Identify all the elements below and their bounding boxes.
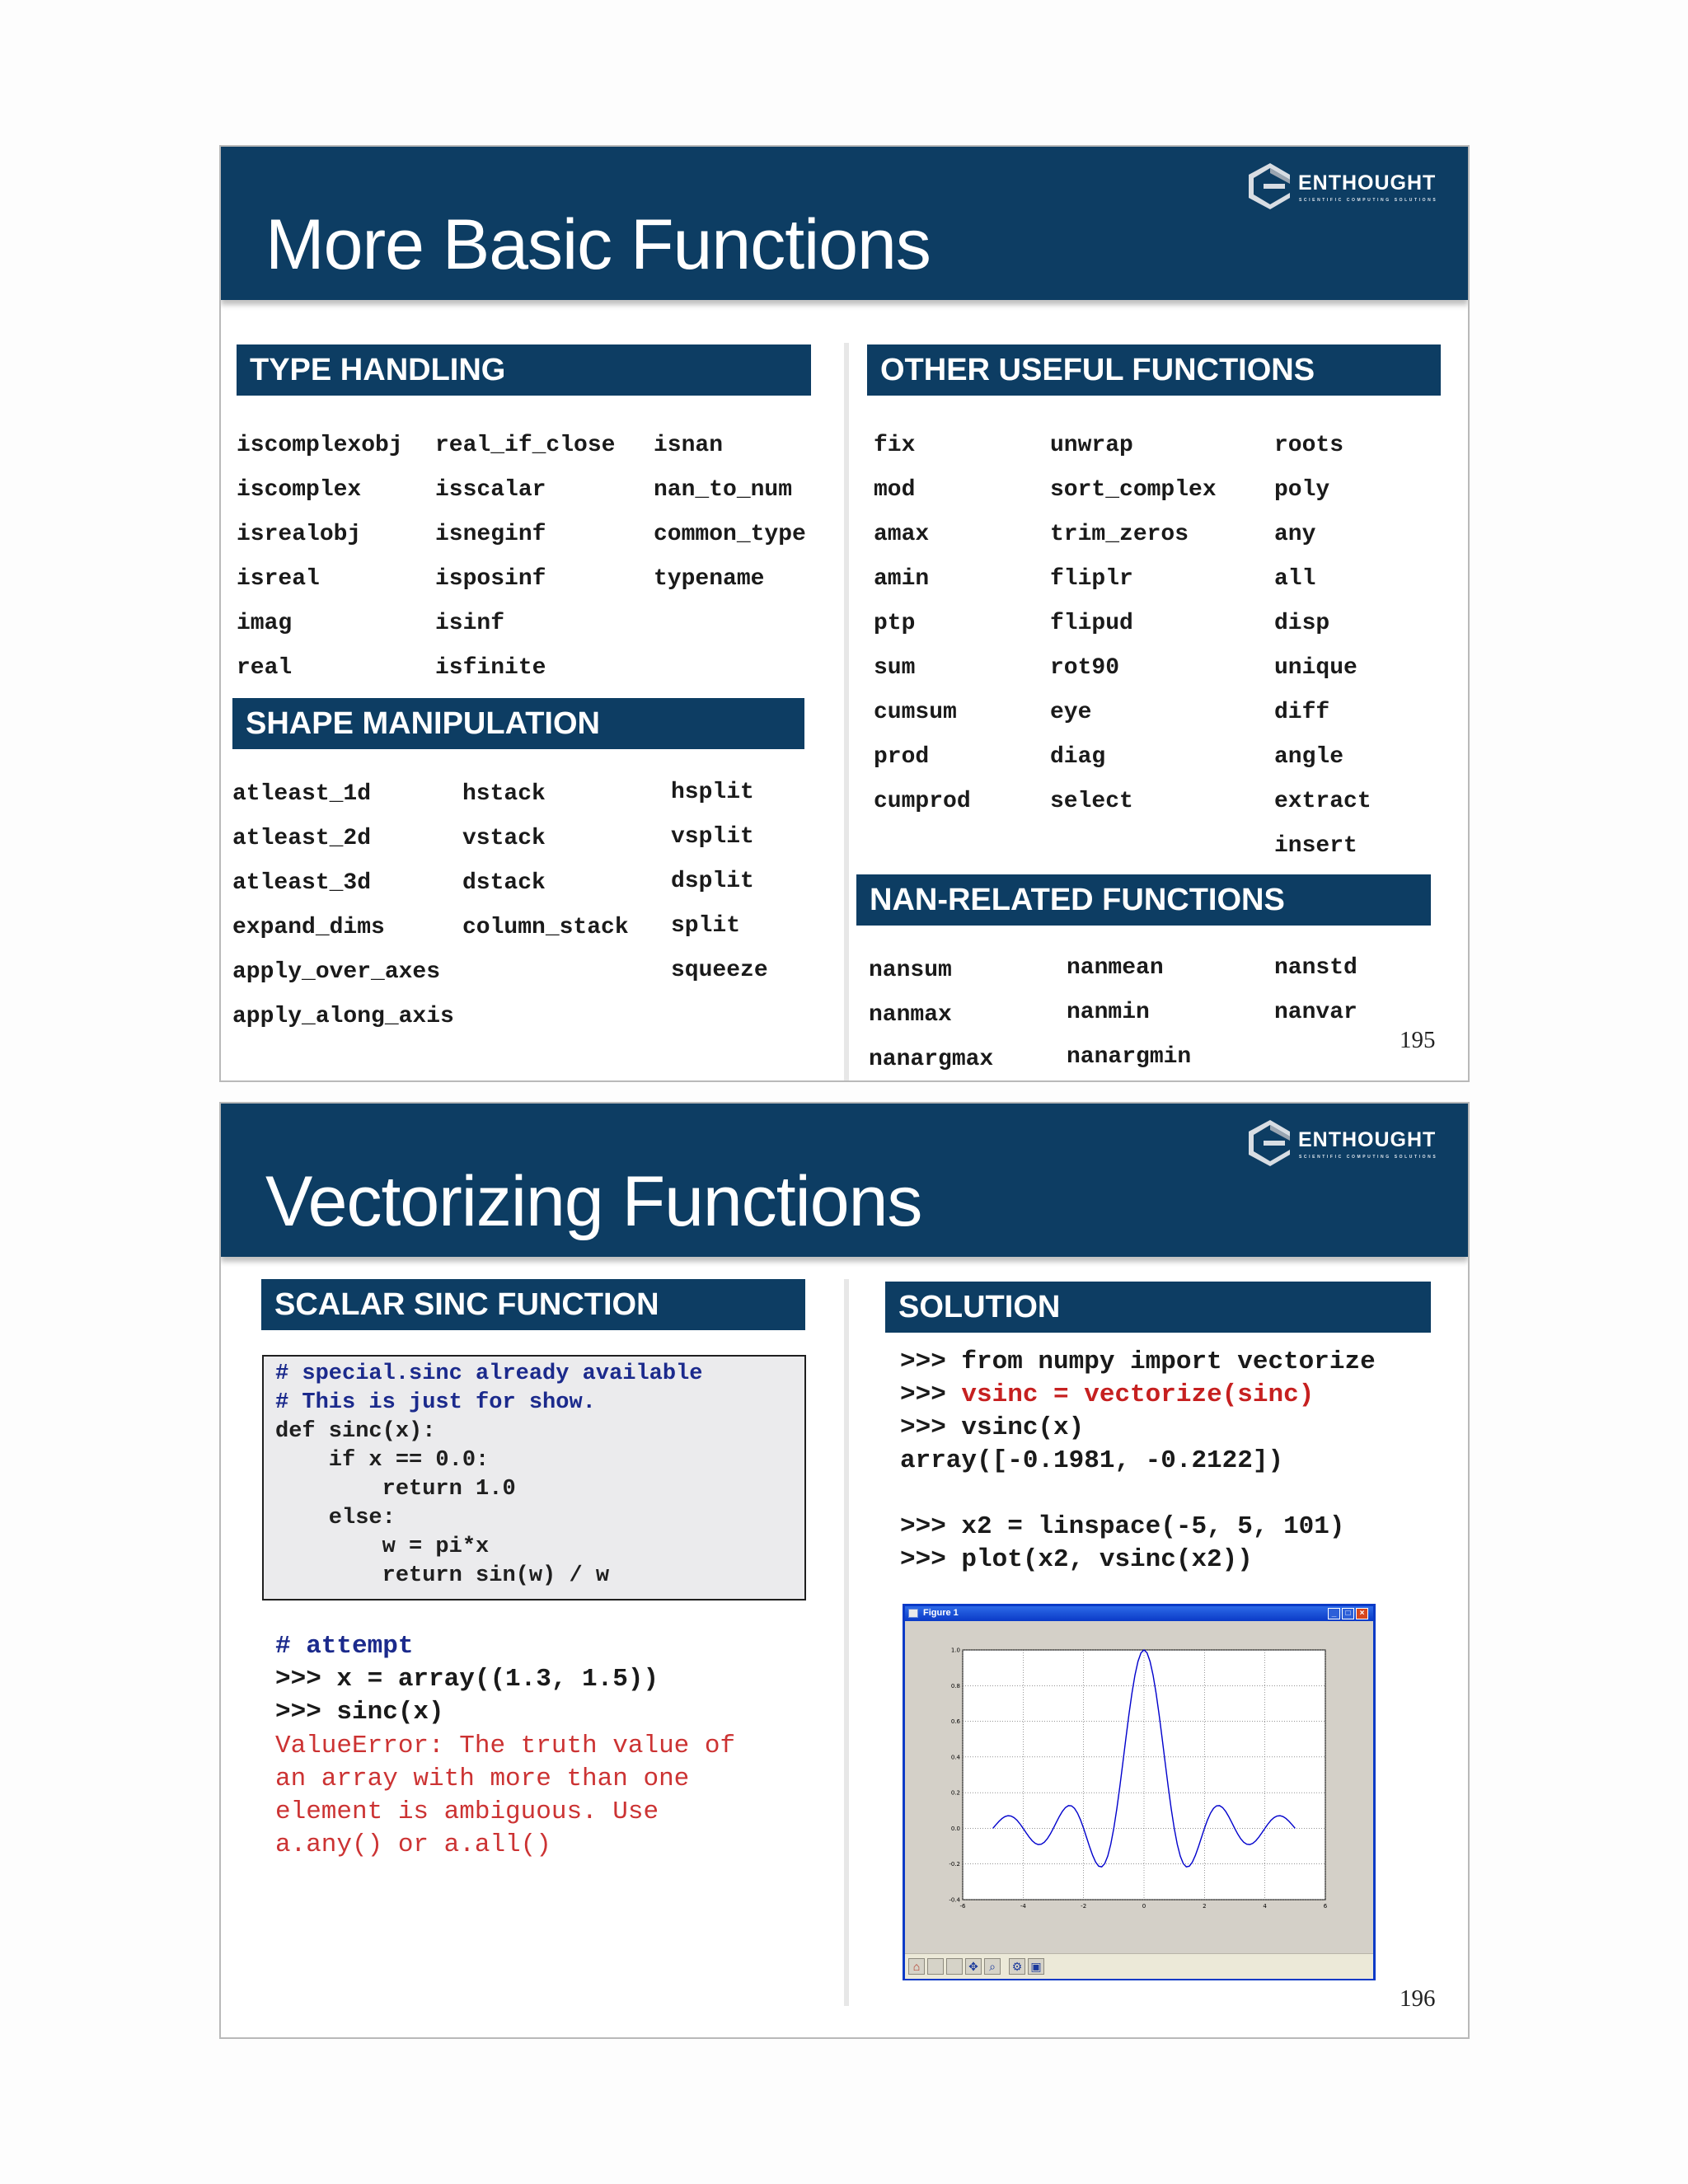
function-name: rot90 <box>1050 655 1120 681</box>
function-name: vstack <box>462 826 546 851</box>
solution-heading: SOLUTION <box>885 1282 1431 1333</box>
y-tick-label: -0.4 <box>949 1896 960 1904</box>
function-name: apply_over_axes <box>232 959 441 985</box>
function-name: prod <box>874 744 930 770</box>
function-name: flipud <box>1050 611 1133 636</box>
function-name: iscomplex <box>237 477 362 503</box>
back-icon[interactable] <box>927 1958 944 1975</box>
function-name: typename <box>654 566 765 592</box>
figure-titlebar[interactable] <box>905 1606 1373 1621</box>
enthought-logo-icon <box>1247 162 1293 211</box>
function-name: dstack <box>462 870 546 896</box>
function-name: nanargmin <box>1067 1044 1192 1070</box>
function-name: nanargmax <box>869 1047 994 1072</box>
code-line: w = pi*x <box>275 1535 490 1559</box>
slide-title: Vectorizing Functions <box>265 1162 922 1241</box>
function-name: dsplit <box>671 869 754 894</box>
nan-related-col1 <box>869 949 993 1082</box>
function-name: atleast_3d <box>232 870 372 896</box>
function-name: diag <box>1050 744 1106 770</box>
x-tick-label: -2 <box>1081 1903 1087 1910</box>
save-icon[interactable]: ▣ <box>1028 1958 1044 1975</box>
prompt: >>> <box>900 1380 962 1409</box>
sinc-plot <box>905 1621 1373 1953</box>
function-name: unwrap <box>1050 433 1133 458</box>
enthought-logo <box>1247 162 1453 211</box>
function-name: isnan <box>654 433 724 458</box>
forward-icon[interactable] <box>946 1958 963 1975</box>
function-name: nanvar <box>1274 1000 1357 1025</box>
function-name: amax <box>874 522 930 547</box>
function-name: trim_zeros <box>1050 522 1189 547</box>
error-line: ValueError: The truth value of <box>275 1732 736 1760</box>
function-name: nanmax <box>869 1002 952 1028</box>
code-line: # special.sinc already available <box>275 1361 703 1386</box>
pan-icon[interactable]: ✥ <box>965 1958 982 1975</box>
column-divider <box>844 343 849 1082</box>
error-line: element is ambiguous. Use <box>275 1797 659 1826</box>
figure-window <box>903 1604 1376 1980</box>
enthought-logo <box>1247 1118 1453 1168</box>
y-tick-label: 0.2 <box>950 1789 960 1797</box>
zoom-icon[interactable]: ⌕ <box>984 1958 1001 1975</box>
x-tick-label: -6 <box>959 1903 966 1910</box>
function-name: isposinf <box>435 566 546 592</box>
other-useful-col3 <box>1274 424 1372 869</box>
function-name: cumsum <box>874 700 957 725</box>
other-useful-functions-heading: OTHER USEFUL FUNCTIONS <box>867 344 1441 396</box>
function-name: mod <box>874 477 916 503</box>
function-name: disp <box>1274 611 1330 636</box>
function-name: isfinite <box>435 655 546 681</box>
x-tick-label: 6 <box>1323 1903 1328 1910</box>
function-name: nanmin <box>1067 1000 1150 1025</box>
shape-manipulation-col2 <box>462 772 629 950</box>
sinc-code-box <box>262 1355 806 1601</box>
function-name: real <box>237 655 293 681</box>
function-name: sort_complex <box>1050 477 1217 503</box>
code-line: else: <box>275 1506 396 1530</box>
close-icon[interactable]: × <box>1356 1608 1368 1619</box>
shape-manipulation-col3 <box>671 771 768 993</box>
logo-wordmark: ENTHOUGHT <box>1298 171 1437 194</box>
function-name: squeeze <box>671 958 768 983</box>
type-handling-heading: TYPE HANDLING <box>237 344 811 396</box>
code-line: # This is just for show. <box>275 1390 596 1415</box>
function-name: cumprod <box>874 789 971 814</box>
function-name: isrealobj <box>237 522 362 547</box>
logo-tagline: SCIENTIFIC COMPUTING SOLUTIONS <box>1299 1155 1438 1160</box>
code-line: def sinc(x): <box>275 1419 436 1444</box>
column-divider <box>844 1279 849 2006</box>
function-name: nanstd <box>1274 955 1357 981</box>
function-name: all <box>1274 566 1316 592</box>
figure-toolbar <box>905 1953 1373 1979</box>
solution-line: >>> vsinc(x) <box>900 1413 1085 1442</box>
page-number: 195 <box>1400 1027 1436 1053</box>
function-name: poly <box>1274 477 1330 503</box>
highlighted-code: vsinc = vectorize(sinc) <box>961 1380 1315 1409</box>
type-handling-col1 <box>237 424 403 691</box>
y-tick-label: 0.0 <box>950 1825 960 1832</box>
error-line: an array with more than one <box>275 1765 690 1793</box>
attempt-line: >>> sinc(x) <box>275 1698 444 1727</box>
minimize-icon[interactable]: _ <box>1328 1608 1340 1619</box>
function-name: common_type <box>654 522 806 547</box>
function-name: fliplr <box>1050 566 1133 592</box>
code-line: return sin(w) / w <box>275 1563 610 1588</box>
function-name: eye <box>1050 700 1092 725</box>
function-name: imag <box>237 611 293 636</box>
x-tick-label: 0 <box>1142 1903 1146 1910</box>
function-name: nan_to_num <box>654 477 793 503</box>
function-name: expand_dims <box>232 915 385 940</box>
enthought-logo-icon <box>1247 1118 1293 1168</box>
function-name: isscalar <box>435 477 546 503</box>
slide-more-basic-functions <box>219 145 1470 1082</box>
slide-header <box>221 147 1468 300</box>
solution-line <box>900 1380 1314 1409</box>
function-name: isinf <box>435 611 505 636</box>
logo-tagline: SCIENTIFIC COMPUTING SOLUTIONS <box>1299 198 1438 203</box>
function-name: amin <box>874 566 930 592</box>
slide-header <box>221 1104 1468 1257</box>
y-tick-label: 0.8 <box>950 1682 960 1690</box>
x-tick-label: 2 <box>1203 1903 1207 1910</box>
solution-line: >>> plot(x2, vsinc(x2)) <box>900 1545 1253 1574</box>
figure-app-icon <box>908 1609 918 1618</box>
solution-line: >>> from numpy import vectorize <box>900 1347 1376 1376</box>
function-name: ptp <box>874 611 916 636</box>
function-name: hsplit <box>671 780 754 805</box>
page-number: 196 <box>1400 1985 1436 2012</box>
function-name: vsplit <box>671 824 754 850</box>
function-name: any <box>1274 522 1316 547</box>
error-line: a.any() or a.all() <box>275 1830 551 1859</box>
function-name: select <box>1050 789 1133 814</box>
function-name: real_if_close <box>435 433 616 458</box>
function-name: atleast_1d <box>232 781 372 807</box>
solution-line: >>> x2 = linspace(-5, 5, 101) <box>900 1512 1345 1541</box>
y-tick-label: 0.6 <box>950 1718 960 1726</box>
code-line: return 1.0 <box>275 1477 516 1502</box>
function-name: fix <box>874 433 916 458</box>
function-name: unique <box>1274 655 1357 681</box>
home-icon[interactable]: ⌂ <box>908 1958 925 1975</box>
maximize-icon[interactable]: □ <box>1342 1608 1354 1619</box>
function-name: roots <box>1274 433 1344 458</box>
function-name: iscomplexobj <box>237 433 403 458</box>
y-tick-label: -0.2 <box>949 1861 960 1868</box>
shape-manipulation-col1 <box>232 772 454 1039</box>
function-name: sum <box>874 655 916 681</box>
function-name: atleast_2d <box>232 826 372 851</box>
function-name: column_stack <box>462 915 629 940</box>
shape-manipulation-heading: SHAPE MANIPULATION <box>232 698 804 749</box>
x-tick-label: -4 <box>1020 1903 1026 1910</box>
function-name: insert <box>1274 833 1357 859</box>
other-useful-col2 <box>1050 424 1217 824</box>
figure-canvas <box>905 1621 1373 1953</box>
attempt-line: >>> x = array((1.3, 1.5)) <box>275 1665 659 1694</box>
y-tick-label: 0.4 <box>950 1754 960 1761</box>
figure-title: Figure 1 <box>923 1608 959 1618</box>
other-useful-col1 <box>874 424 971 824</box>
function-name: apply_along_axis <box>232 1004 454 1029</box>
slide-vectorizing-functions <box>219 1102 1470 2039</box>
function-name: nansum <box>869 958 952 983</box>
solution-output: array([-0.1981, -0.2122]) <box>900 1446 1284 1475</box>
scalar-sinc-heading: SCALAR SINC FUNCTION <box>261 1279 805 1330</box>
function-name: extract <box>1274 789 1372 814</box>
nan-related-functions-heading: NAN-RELATED FUNCTIONS <box>856 874 1431 926</box>
type-handling-col2 <box>435 424 615 691</box>
function-name: angle <box>1274 744 1344 770</box>
x-tick-label: 4 <box>1263 1903 1267 1910</box>
type-handling-col3 <box>654 424 806 602</box>
function-name: isreal <box>237 566 320 592</box>
function-name: isneginf <box>435 522 546 547</box>
function-name: hstack <box>462 781 546 807</box>
function-name: nanmean <box>1067 955 1164 981</box>
logo-wordmark: ENTHOUGHT <box>1298 1128 1437 1151</box>
function-name: diff <box>1274 700 1330 725</box>
attempt-comment: # attempt <box>275 1632 414 1661</box>
nan-related-col3 <box>1274 946 1357 1035</box>
nan-related-col2 <box>1067 946 1191 1080</box>
code-line: if x == 0.0: <box>275 1448 490 1473</box>
configure-icon[interactable]: ⚙ <box>1009 1958 1025 1975</box>
function-name: split <box>671 913 741 939</box>
y-tick-label: 1.0 <box>950 1647 960 1654</box>
slide-title: More Basic Functions <box>265 205 931 284</box>
